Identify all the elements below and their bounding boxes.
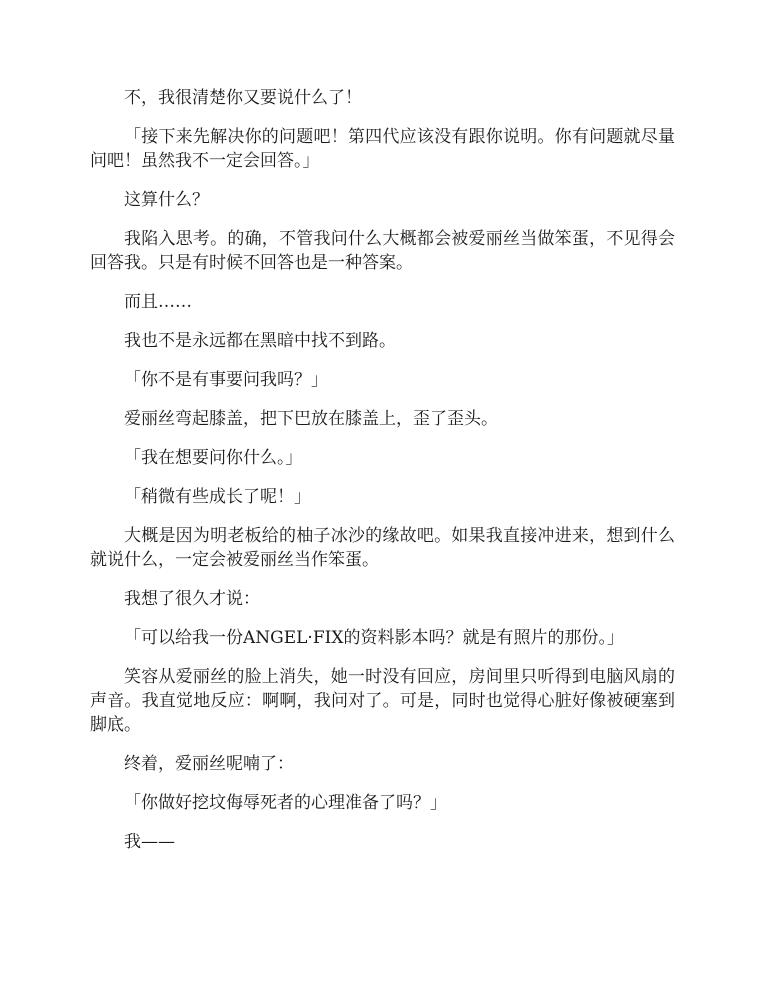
paragraph: 「可以给我一份ANGEL·FIX的资料影本吗？就是有照片的那份。」 xyxy=(124,628,624,648)
paragraph: 爱丽丝弯起膝盖，把下巴放在膝盖上，歪了歪头。 xyxy=(124,409,498,429)
paragraph: 终着，爱丽丝呢喃了： xyxy=(124,754,294,774)
paragraph: 而且…… xyxy=(124,292,192,312)
paragraph: 「稍微有些成长了呢！」 xyxy=(124,487,311,507)
paragraph: 「我在想要问你什么。」 xyxy=(124,448,303,468)
paragraph: 我也不是永远都在黑暗中找不到路。 xyxy=(124,331,396,351)
paragraph: 「你做好挖坟侮辱死者的心理准备了吗？」 xyxy=(124,793,447,813)
paragraph: 我—— xyxy=(124,832,175,852)
paragraph: 这算什么？ xyxy=(124,190,209,210)
paragraph: 我陷入思考。的确，不管我问什么大概都会被爱丽丝当做笨蛋，不见得会回答我。只是有时候不回答也是一种答案。 xyxy=(90,229,675,273)
paragraph: 「你不是有事要问我吗？」 xyxy=(124,370,328,390)
paragraph: 我想了很久才说： xyxy=(124,589,260,609)
document-page xyxy=(90,86,675,869)
paragraph: 「接下来先解决你的问题吧！第四代应该没有跟你说明。你有问题就尽量问吧！虽然我不一定会回答。」 xyxy=(90,127,675,171)
paragraph: 不，我很清楚你又要说什么了！ xyxy=(124,88,362,108)
paragraph: 大概是因为明老板给的柚子冰沙的缘故吧。如果我直接冲进来，想到什么就说什么，一定会被爱丽丝当作笨蛋。 xyxy=(90,526,675,570)
paragraph: 笑容从爱丽丝的脸上消失，她一时没有回应，房间里只听得到电脑风扇的声音。我直觉地反应：啊啊，我问对了。可是，同时也觉得心脏好像被硬塞到脚底。 xyxy=(90,667,675,735)
